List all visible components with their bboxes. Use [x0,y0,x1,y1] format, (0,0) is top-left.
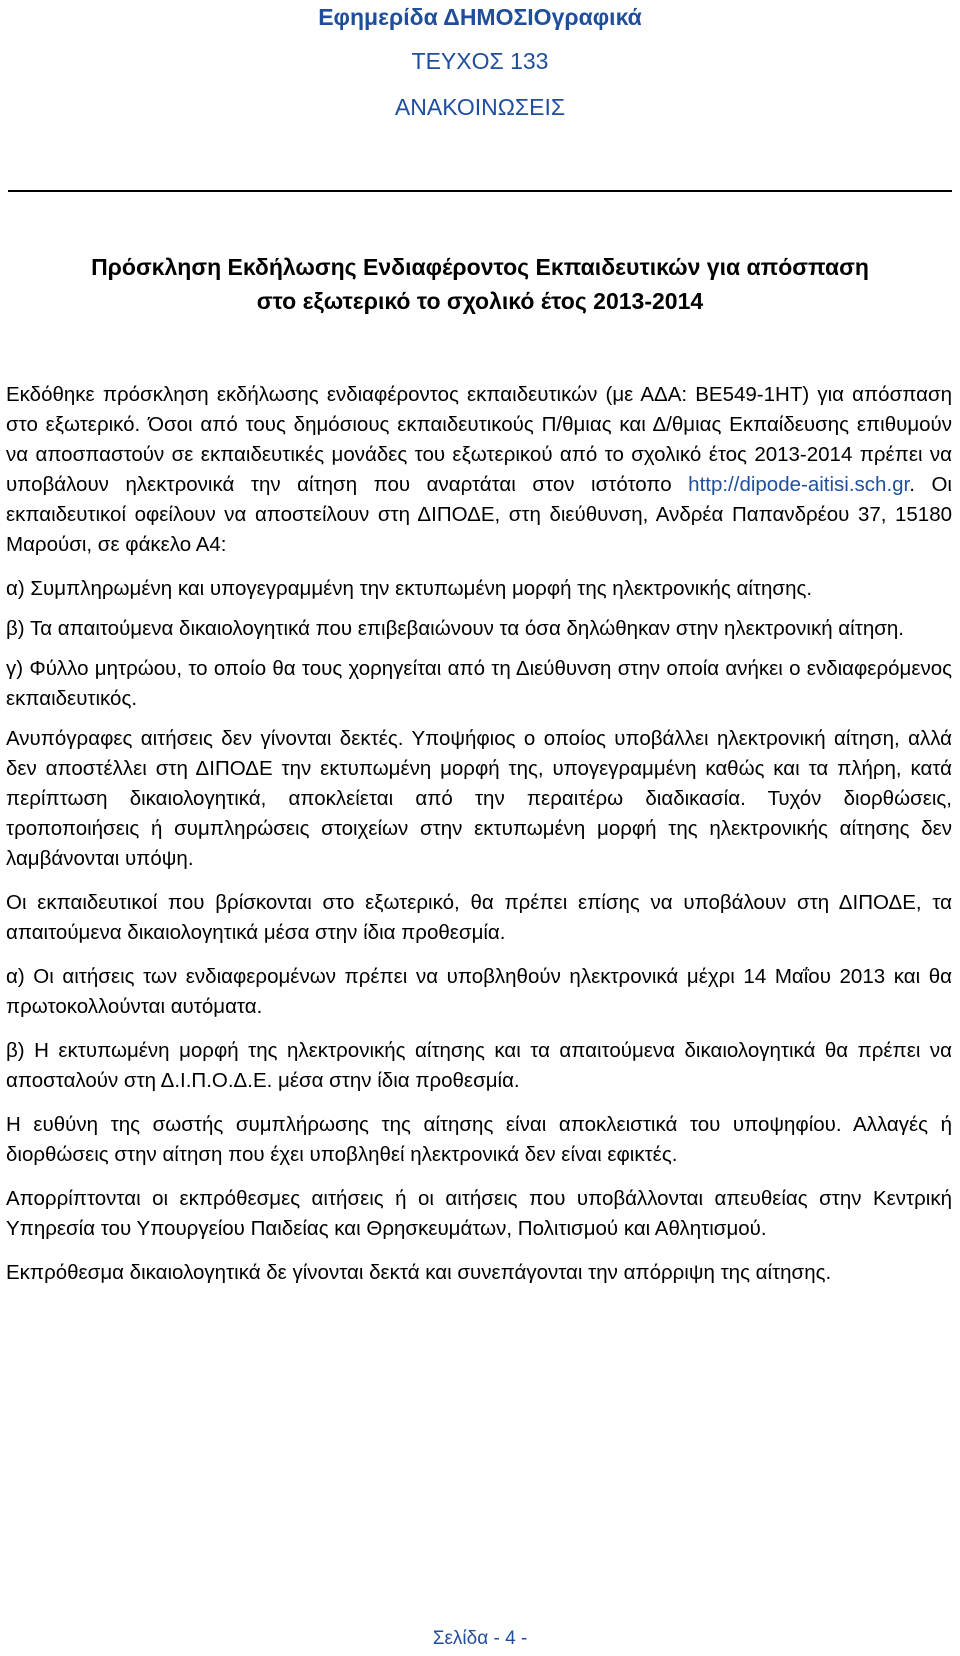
article-body [6,380,952,1302]
website-link[interactable]: http://dipode-aitisi.sch.gr [688,473,910,496]
paragraph-late-documents: Εκπρόθεσμα δικαιολογητικά δε γίνονται δεκτά και συνεπάγονται την απόρριψη της αίτησης. [6,1261,832,1284]
intro-text-continued: . Οι εκπαιδευτικοί οφείλουν να αποστείλουν στη ΔΙΠΟΔΕ, στη διεύθυνση, Ανδρέα Παπανδρέου 37, 15180 Μαρούσι, σε φάκελο Α4: [6,473,952,556]
list-item-a: α) Συμπληρωμένη και υπογεγραμμένη την εκτυπωμένη μορφή της ηλεκτρονικής αίτησης. [6,577,813,600]
newspaper-title: Εφημερίδα ΔΗΜΟΣΙΟγραφικά [318,4,642,30]
article-title [0,250,960,318]
article-title-line-1: Πρόσκληση Εκδήλωσης Ενδιαφέροντος Εκπαιδευτικών για απόσπαση [91,254,869,280]
issue-number: ΤΕΥΧΟΣ 133 [411,48,549,74]
paragraph-deadline-printed: β) Η εκτυπωμένη μορφή της ηλεκτρονικής αίτησης και τα απαιτούμενα δικαιολογητικά θα πρέπει να αποσταλούν στη Δ.Ι.Π.Ο.Δ.Ε. μέσα στην ίδια προθεσμία. [6,1039,952,1092]
page-number: Σελίδα - 4 - [432,1628,528,1649]
paragraph-responsibility: Η ευθύνη της σωστής συμπλήρωσης της αίτησης είναι αποκλειστικά του υποψηφίου. Αλλαγές ή διορθώσεις στην αίτηση που έχει υποβληθεί ηλεκτρονικά δεν είναι εφικτές. [6,1113,952,1166]
section-name: ΑΝΑΚΟΙΝΩΣΕΙΣ [394,94,566,120]
paragraph-intro [6,380,952,560]
article-title-line-2: στο εξωτερικό το σχολικό έτος 2013-2014 [256,288,704,314]
intro-text: Εκδόθηκε πρόσκληση εκδήλωσης ενδιαφέροντος εκπαιδευτικών (με ΑΔΑ: ΒΕ549-1ΗΤ) για απόσπαση στο εξωτερικό. Όσοι από τους δημόσιους εκπαιδευτικούς Π/θμιας και Δ/θμιας Εκπαίδευσης επιθυμούν να αποσπαστούν σε εκπαιδευτικές μονάδες του εξωτερικού από το σχολικό έτος 2013-2014 πρέπει να υποβάλουν ηλεκτρονικά την αίτηση που αναρτάται στον ιστότοπο [6,383,952,496]
header-divider [8,190,952,192]
paragraph-unsigned: Ανυπόγραφες αιτήσεις δεν γίνονται δεκτές. Υποψήφιος ο οποίος υποβάλλει ηλεκτρονική αίτηση, αλλά δεν αποστέλλει στη ΔΙΠΟΔΕ την εκτυπωμένη μορφή της, υπογεγραμμένη καθώς και τα πλήρη, κατά περίπτωση δικαιολογητικά, αποκλείεται από την περαιτέρω διαδικασία. Τυχόν διορθώσεις, τροποποιήσεις ή συμπληρώσεις στοιχείων στην εκτυπωμένη μορφή της ηλεκτρονικής αίτησης δεν λαμβάνονται υπόψη. [6,727,952,870]
paragraph-rejected: Απορρίπτονται οι εκπρόθεσμες αιτήσεις ή οι αιτήσεις που υποβάλλονται απευθείας στην Κεντρική Υπηρεσία του Υπουργείου Παιδείας και Θρησκευμάτων, Πολιτισμού και Αθλητισμού. [6,1187,952,1240]
paragraph-deadline-online: α) Οι αιτήσεις των ενδιαφερομένων πρέπει να υποβληθούν ηλεκτρονικά μέχρι 14 Μαΐου 2013 και θα πρωτοκολλούνται αυτόματα. [6,965,952,1018]
list-item-b: β) Τα απαιτούμενα δικαιολογητικά που επιβεβαιώνουν τα όσα δηλώθηκαν στην ηλεκτρονική αίτηση. [6,617,904,640]
list-item-c: γ) Φύλλο μητρώου, το οποίο θα τους χορηγείται από τη Διεύθυνση στην οποία ανήκει ο ενδιαφερόμενος εκπαιδευτικός. [6,657,952,710]
paragraph-abroad: Οι εκπαιδευτικοί που βρίσκονται στο εξωτερικό, θα πρέπει επίσης να υποβάλουν στη ΔΙΠΟΔΕ, τα απαιτούμενα δικαιολογητικά μέσα στην ίδια προθεσμία. [6,891,952,944]
